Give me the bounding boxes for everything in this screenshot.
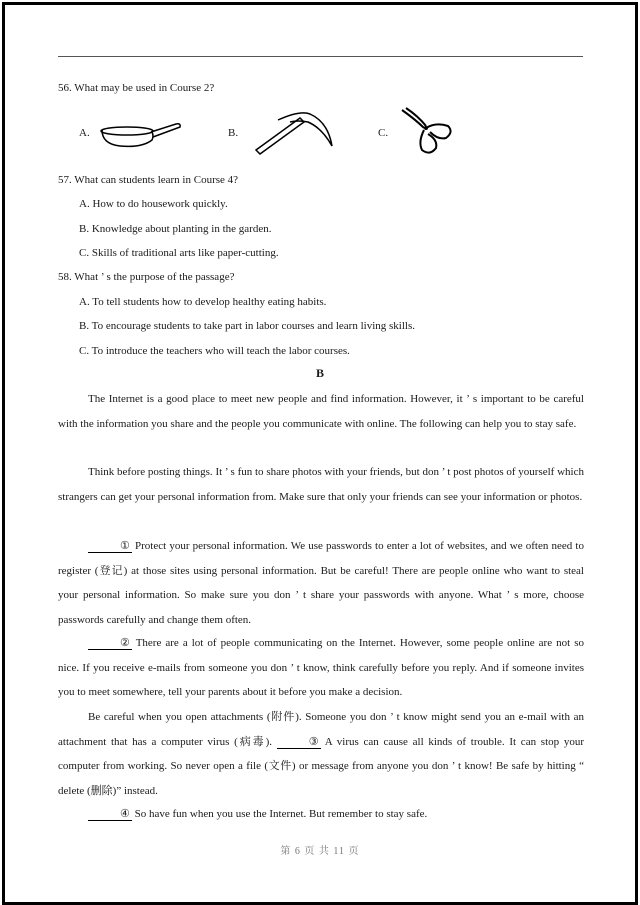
blank-3[interactable]: ③ (277, 736, 321, 749)
paragraph-5-text-after: A virus can cause all kinds of trouble. It can stop your computer from working. So never open a file (文件) or message from anyone you don ’ t know! Be safe by hitting “ delete (删除)” instead. (58, 735, 584, 797)
paragraph-4-text: There are a lot of people communicating on the Internet. However, some people online are not so nice. If you receive e-mails from someone you don ’ t know, think carefully before you reply. And if someone invites you to meet somewhere, tell your parents about it before you make a decision. (58, 637, 584, 699)
page-footer: 第 6 页 共 11 页 (280, 846, 360, 857)
blank-4[interactable]: ④ (88, 808, 132, 821)
header-rule (58, 56, 583, 57)
passage-paragraph-5 (58, 705, 584, 803)
question-57: 57. What can students learn in Course 4? (58, 174, 239, 186)
paragraph-5-text-before: Be careful when you open attachments (附件). Someone you don ’ t know might send you an e-mail with an attachment that has a computer virus (病毒). (58, 711, 584, 748)
q56-option-b-letter: B. (228, 127, 239, 139)
paragraph-3-text: Protect your personal information. We use passwords to enter a lot of websites, and we often need to register (登记) at those sites using personal information. But be careful! There are people online who want to steal your personal information. So make sure you don ’ t share your passwords with anyone. What ’ s more, choose passwords carefully and change them often. (58, 540, 584, 626)
question-56: 56. What may be used in Course 2? (58, 82, 215, 94)
section-heading: B (315, 366, 324, 380)
passage-paragraph-2: Think before posting things. It ’ s fun to share photos with your friends, but don ’ t post photos of yourself which strangers can get your personal information from. Make sure that only your friends can see your information or photos. (58, 466, 584, 503)
q56-option-c-letter: C. (378, 127, 389, 139)
q57-option-b: B. Knowledge about planting in the garden. (79, 223, 272, 235)
pickaxe-icon (248, 108, 338, 156)
blank-1[interactable]: ① (88, 540, 132, 553)
q58-option-c: C. To introduce the teachers who will teach the labor courses. (79, 345, 350, 357)
q58-option-a: A. To tell students how to develop healthy eating habits. (79, 296, 327, 308)
blank-2[interactable]: ② (88, 637, 132, 650)
question-58: 58. What ’ s the purpose of the passage? (58, 271, 235, 283)
passage-paragraph-3 (58, 534, 584, 632)
passage-paragraph-4 (58, 631, 584, 705)
frying-pan-icon (96, 116, 184, 152)
q57-option-c: C. Skills of traditional arts like paper-cutting. (79, 247, 279, 259)
q56-option-a-letter: A. (79, 127, 90, 139)
passage-paragraph-6 (58, 802, 584, 827)
q58-option-b: B. To encourage students to take part in labor courses and learn living skills. (79, 320, 415, 332)
scissors-icon (396, 106, 458, 158)
passage-paragraph-1: The Internet is a good place to meet new people and find information. However, it ’ s important to be careful with the information you share and the people you communicate with online. The following can help you to stay safe. (58, 393, 584, 430)
paragraph-6-text: So have fun when you use the Internet. But remember to stay safe. (131, 808, 428, 820)
q57-option-a: A. How to do housework quickly. (79, 198, 228, 210)
